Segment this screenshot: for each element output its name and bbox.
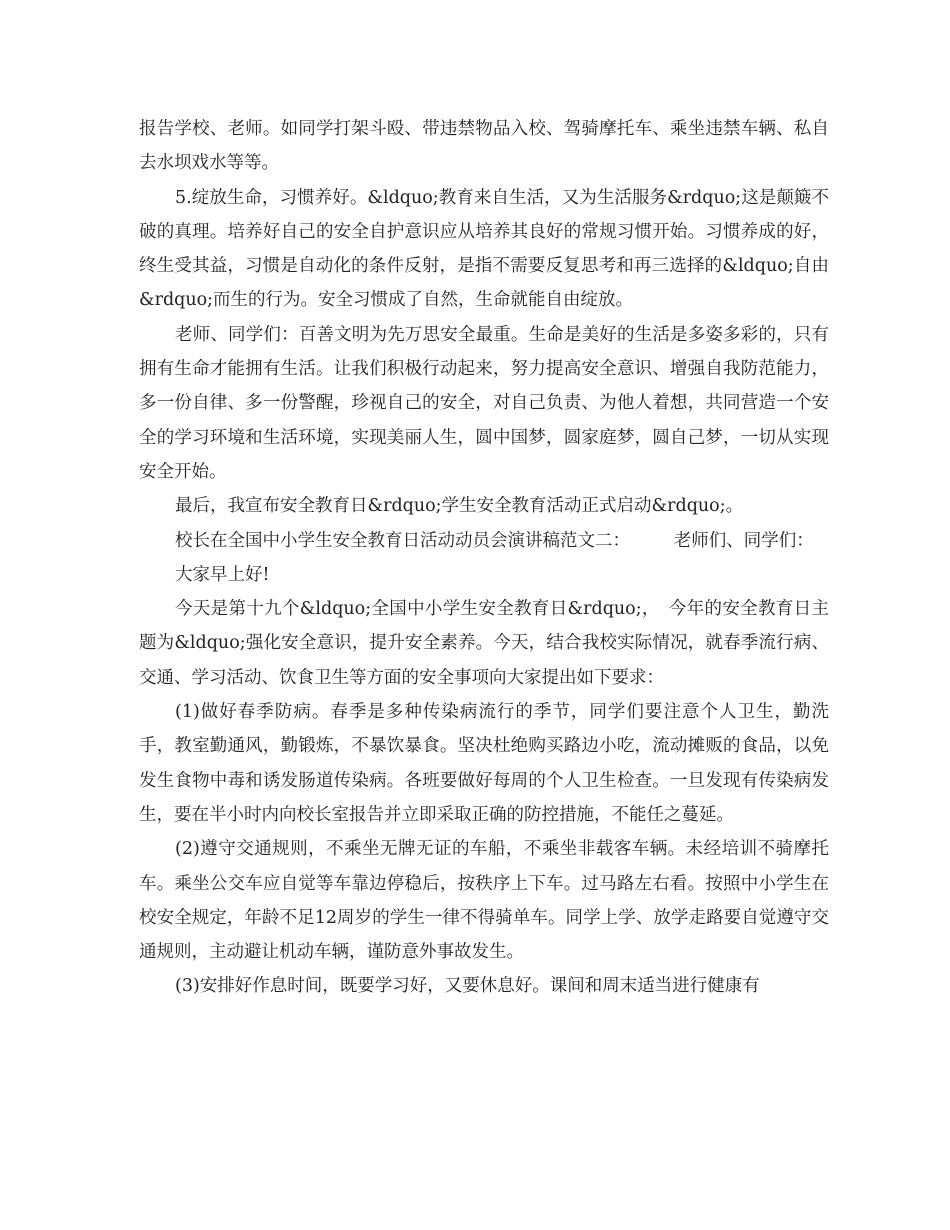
paragraph-item-2: (2)遵守交通规则，不乘坐无牌无证的车船，不乘坐非载客车辆。未经培训不骑摩托车。乘坐公交车应自觉等车靠边停稳后，按秩序上下车。过马路左右看。按照中小学生在校安全规定，年龄不足12周岁的学生一律不得骑单车。同学上学、放学走路要自觉遵守交通规则，主动避让机动车辆，谨防意外事故发生。 (139, 839, 829, 963)
paragraph-announcement: 最后，我宣布安全教育日&rdquo;学生安全教育活动正式启动&rdquo;。 (175, 496, 744, 517)
paragraph-greeting: 大家早上好! (175, 564, 270, 585)
paragraph-item-3: (3)安排好作息时间，既要学习好，又要休息好。课间和周末适当进行健康有 (175, 976, 760, 997)
paragraph-continuation: 报告学校、老师。如同学打架斗殴、带违禁物品入校、驾骑摩托车、乘坐违禁车辆、私自去水坝戏水等等。 (139, 119, 829, 174)
paragraph-point-5: 5.绽放生命，习惯养好。&ldquo;教育来自生活，又为生活服务&rdquo;这是颠簸不破的真理。培养好自己的安全自护意识应从培养其良好的常规习惯开始。习惯养成的好，终生受其益，习惯是自动化的条件反射，是指不需要反复思考和再三选择的&ldquo;自由&rdquo;而生的行为。安全习惯成了自然，生命就能自由绽放。 (139, 187, 829, 311)
paragraph-item-1: (1)做好春季防病。春季是多种传染病流行的季节，同学们要注意个人卫生，勤洗手，教室勤通风，勤锻炼，不暴饮暴食。坚决杜绝购买路边小吃，流动摊贩的食品，以免发生食物中毒和诱发肠道传染病。各班要做好每周的个人卫生检查。一旦发现有传染病发生，要在半小时内向校长室报告并立即采取正确的防控措施，不能任之蔓延。 (139, 702, 829, 825)
paragraph-speech-two-heading: 校长在全国中小学生安全教育日活动动员会演讲稿范文二： 老师们、同学们： (175, 530, 814, 551)
paragraph-closing-appeal: 老师、同学们：百善文明为先万思安全最重。生命是美好的生活是多姿多彩的，只有拥有生命才能拥有生活。让我们积极行动起来，努力提高安全意识、增强自我防范能力，多一份自律、多一份警醒，珍视自己的安全，对自己负责、为他人着想，共同营造一个安全的学习环境和生活环境，实现美丽人生，圆中国梦，圆家庭梦，圆自己梦，一切从实现安全开始。 (139, 324, 829, 482)
paragraph-intro: 今天是第十九个&ldquo;全国中小学生安全教育日&rdquo;， 今年的安全教育日主题为&ldquo;强化安全意识，提升安全素养。今天，结合我校实际情况，就春季流行病、交通、学习活动、饮食卫生等方面的安全事项向大家提出如下要求： (139, 599, 829, 688)
document-body (139, 112, 829, 1004)
